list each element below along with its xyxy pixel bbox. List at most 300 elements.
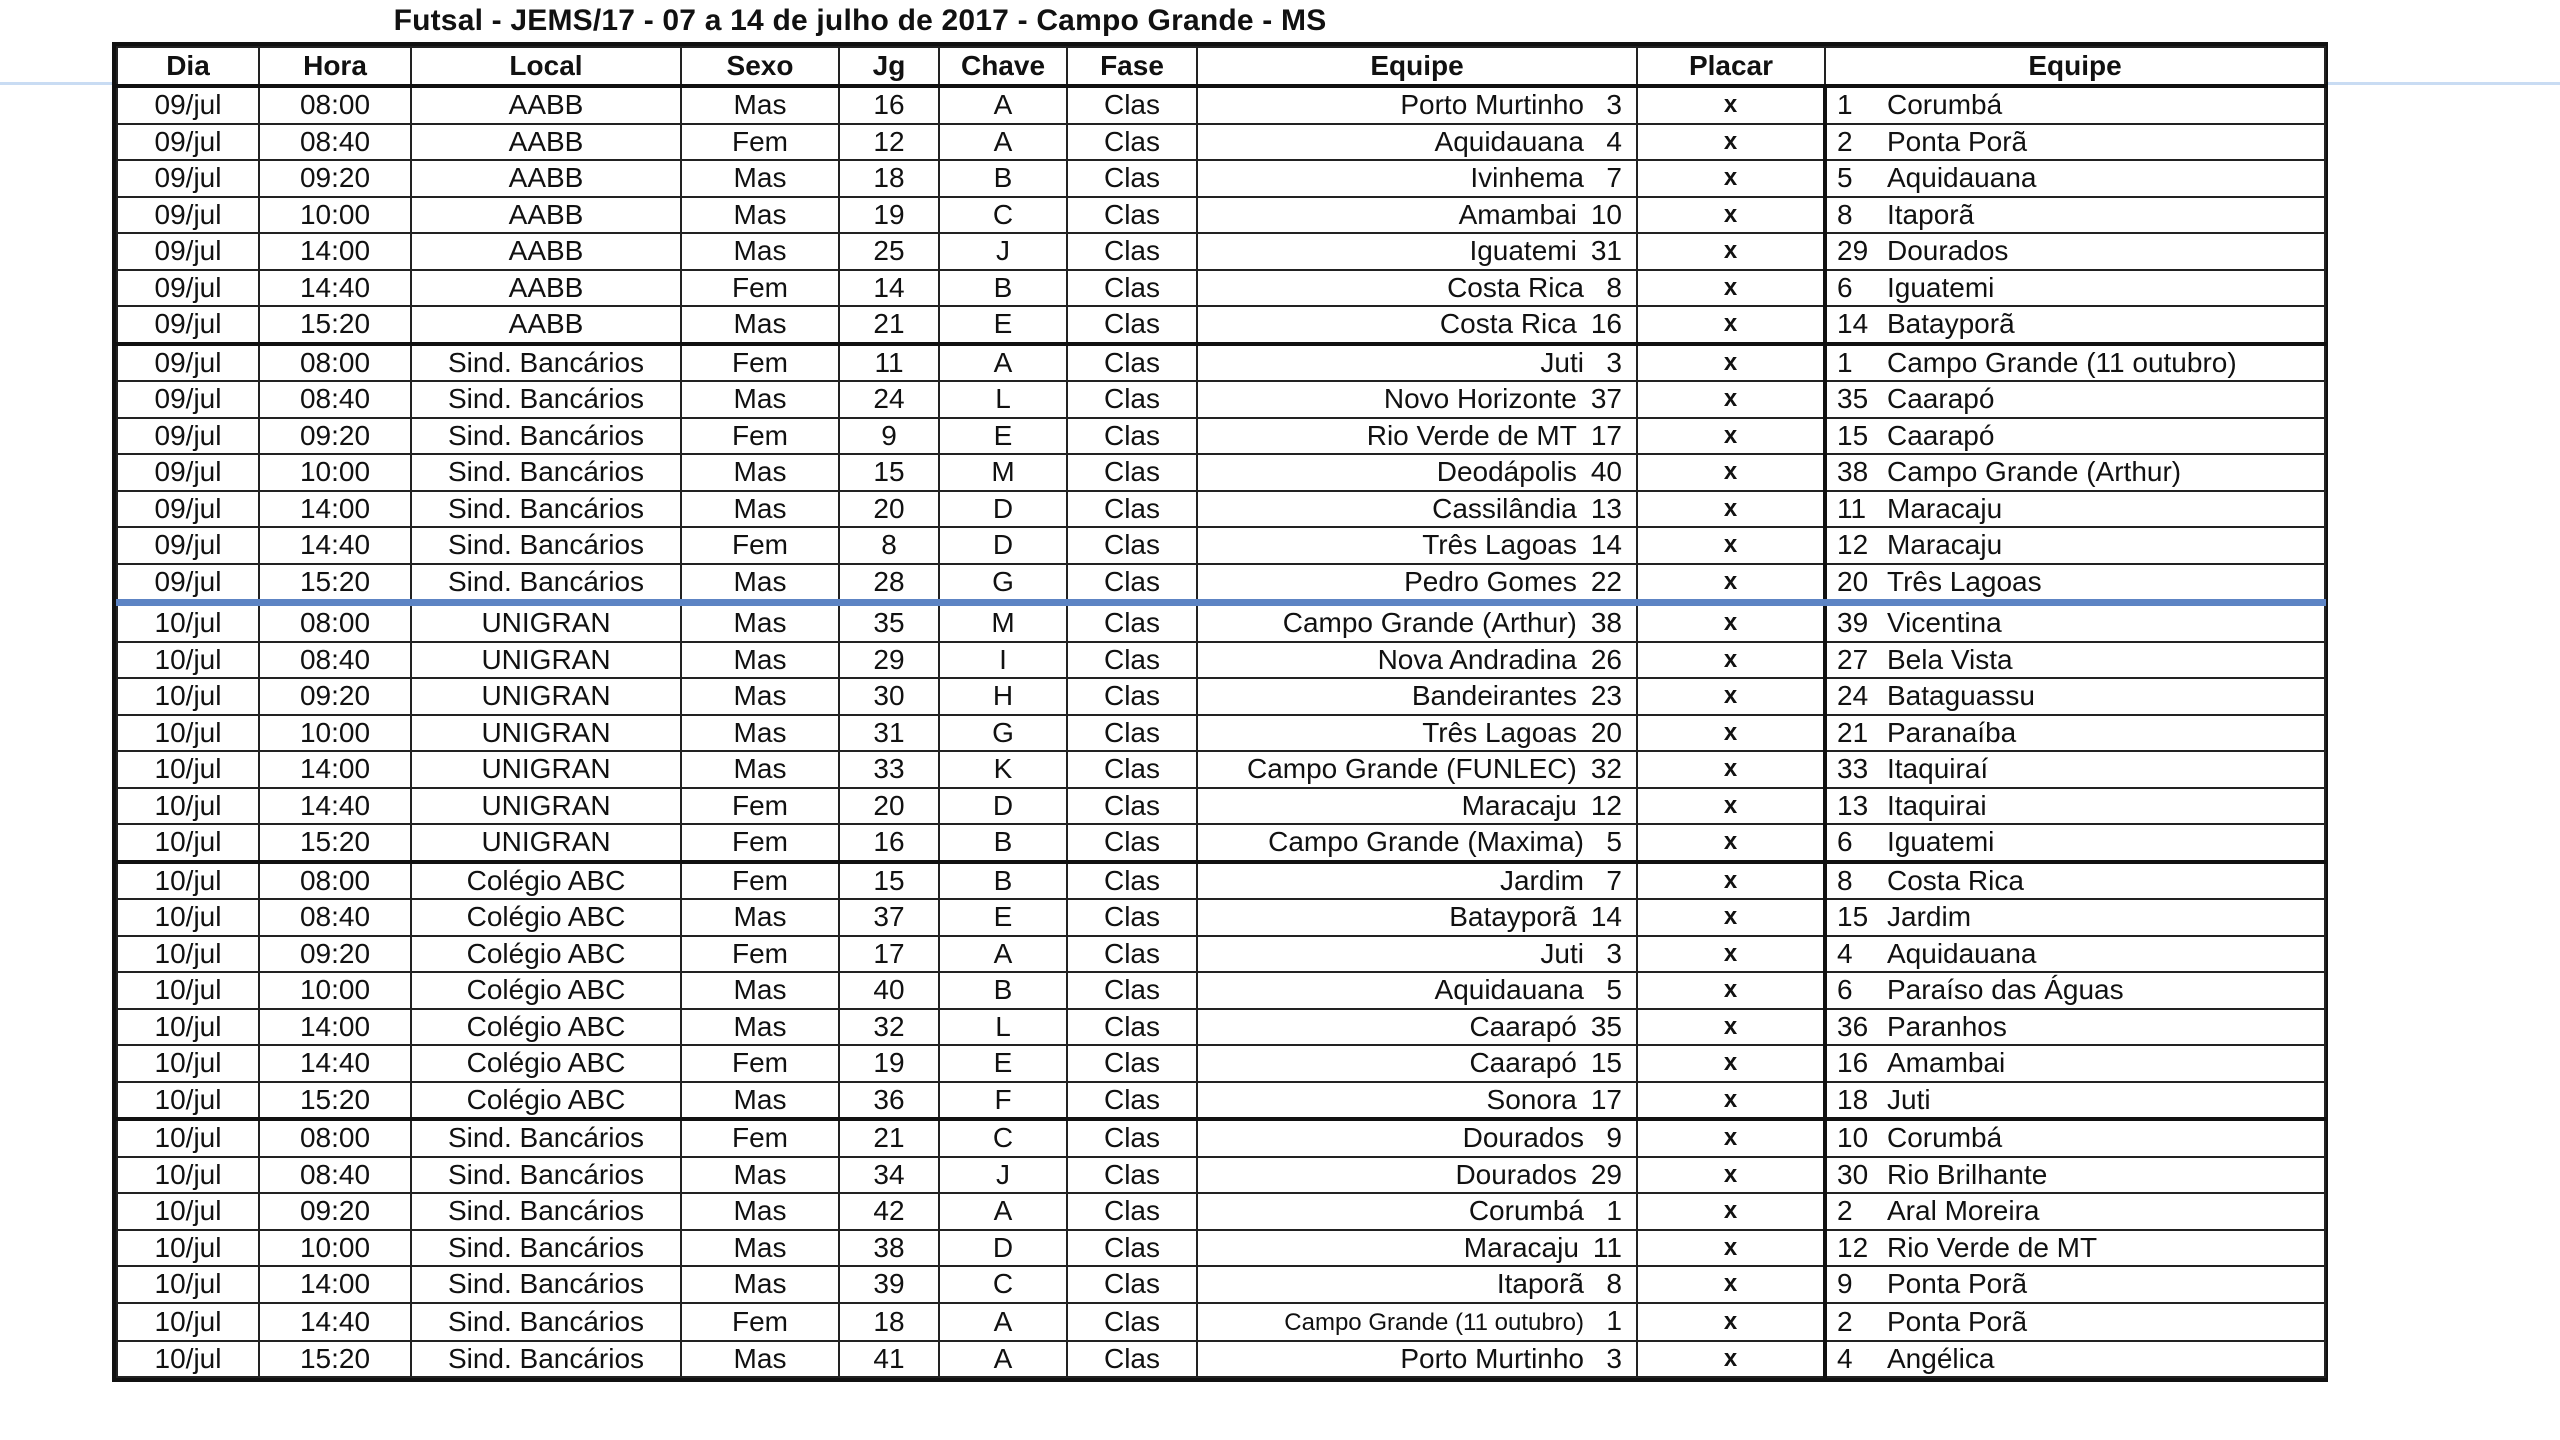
chave-cell: K: [939, 751, 1067, 788]
team-a-name: Novo Horizonte: [1383, 383, 1577, 415]
table-row: [117, 124, 2325, 161]
team-a-number: 20: [1590, 716, 1622, 748]
sexo-cell: Mas: [681, 160, 839, 197]
team-a-cell: [1197, 197, 1637, 234]
hora-cell: 09:20: [259, 1193, 411, 1230]
placar-cell: x: [1637, 306, 1825, 344]
team-a-cell: [1197, 233, 1637, 270]
col-equipe-b: Equipe: [1825, 47, 2325, 86]
table-row: [117, 1303, 2325, 1341]
team-a-cell: [1197, 972, 1637, 1009]
team-a-cell: [1197, 603, 1637, 642]
placar-cell: x: [1637, 527, 1825, 564]
team-a-number: 17: [1590, 1083, 1622, 1115]
team-b-cell: [1825, 1266, 2325, 1303]
dia-cell: 10/jul: [117, 824, 259, 862]
col-fase: Fase: [1067, 47, 1197, 86]
team-b-number: 35: [1837, 383, 1869, 415]
team-a-name: Aquidauana: [1434, 974, 1584, 1006]
chave-cell: A: [939, 936, 1067, 973]
fase-cell: Clas: [1067, 1082, 1197, 1120]
team-b-number: 10: [1837, 1122, 1869, 1154]
team-b-cell: [1825, 603, 2325, 642]
jg-cell: 36: [839, 1082, 939, 1120]
placar-cell: x: [1637, 454, 1825, 491]
dia-cell: 10/jul: [117, 1157, 259, 1194]
fase-cell: Clas: [1067, 86, 1197, 124]
team-a-name: Iguatemi: [1469, 235, 1577, 267]
jg-cell: 30: [839, 678, 939, 715]
team-b-cell: [1825, 270, 2325, 307]
table-row: [117, 306, 2325, 344]
chave-cell: D: [939, 527, 1067, 564]
team-b-name: Bela Vista: [1887, 643, 2013, 675]
team-a-cell: [1197, 454, 1637, 491]
placar-cell: x: [1637, 899, 1825, 936]
table-row: [117, 418, 2325, 455]
dia-cell: 09/jul: [117, 381, 259, 418]
jg-cell: 42: [839, 1193, 939, 1230]
chave-cell: F: [939, 1082, 1067, 1120]
chave-cell: A: [939, 1341, 1067, 1378]
placar-cell: x: [1637, 233, 1825, 270]
team-a-name: Três Lagoas: [1422, 529, 1577, 561]
chave-cell: L: [939, 381, 1067, 418]
team-a-number: 17: [1590, 419, 1622, 451]
sexo-cell: Mas: [681, 381, 839, 418]
jg-cell: 16: [839, 824, 939, 862]
local-cell: Sind. Bancários: [411, 418, 681, 455]
placar-cell: x: [1637, 270, 1825, 307]
team-a-number: 31: [1590, 235, 1622, 267]
team-a-name: Corumbá: [1468, 1195, 1584, 1227]
team-b-name: Amambai: [1887, 1047, 2006, 1079]
team-a-cell: [1197, 862, 1637, 900]
team-b-name: Iguatemi: [1887, 271, 1995, 303]
dia-cell: 09/jul: [117, 418, 259, 455]
table-row: [117, 936, 2325, 973]
hora-cell: 10:00: [259, 454, 411, 491]
table-row: [117, 527, 2325, 564]
fase-cell: Clas: [1067, 1193, 1197, 1230]
dia-cell: 09/jul: [117, 564, 259, 603]
hora-cell: 08:40: [259, 899, 411, 936]
jg-cell: 12: [839, 124, 939, 161]
local-cell: UNIGRAN: [411, 715, 681, 752]
jg-cell: 38: [839, 1230, 939, 1267]
team-a-cell: [1197, 1157, 1637, 1194]
dia-cell: 10/jul: [117, 972, 259, 1009]
team-a-number: 11: [1592, 1231, 1622, 1263]
team-b-cell: [1825, 1230, 2325, 1267]
team-b-name: Costa Rica: [1887, 864, 2024, 896]
fase-cell: Clas: [1067, 1341, 1197, 1378]
local-cell: Sind. Bancários: [411, 1341, 681, 1378]
team-b-name: Aquidauana: [1887, 937, 2037, 969]
team-b-cell: [1825, 344, 2325, 382]
jg-cell: 19: [839, 197, 939, 234]
team-b-name: Caarapó: [1887, 383, 1995, 415]
team-b-name: Bataguassu: [1887, 680, 2035, 712]
fase-cell: Clas: [1067, 454, 1197, 491]
team-a-cell: [1197, 344, 1637, 382]
hora-cell: 09:20: [259, 936, 411, 973]
sexo-cell: Fem: [681, 824, 839, 862]
team-b-cell: [1825, 899, 2325, 936]
team-b-number: 29: [1837, 235, 1869, 267]
dia-cell: 09/jul: [117, 454, 259, 491]
team-a-cell: [1197, 1045, 1637, 1082]
fase-cell: Clas: [1067, 491, 1197, 528]
hora-cell: 10:00: [259, 1230, 411, 1267]
local-cell: Colégio ABC: [411, 1082, 681, 1120]
team-a-name: Juti: [1540, 346, 1584, 378]
team-b-name: Caarapó: [1887, 419, 1995, 451]
local-cell: UNIGRAN: [411, 788, 681, 825]
placar-cell: x: [1637, 715, 1825, 752]
hora-cell: 10:00: [259, 197, 411, 234]
sexo-cell: Fem: [681, 1045, 839, 1082]
team-a-name: Bandeirantes: [1411, 680, 1577, 712]
chave-cell: B: [939, 862, 1067, 900]
team-a-cell: [1197, 1341, 1637, 1378]
jg-cell: 25: [839, 233, 939, 270]
team-a-cell: [1197, 491, 1637, 528]
team-b-number: 20: [1837, 565, 1869, 597]
team-b-name: Paranaíba: [1887, 716, 2017, 748]
fase-cell: Clas: [1067, 1119, 1197, 1157]
hora-cell: 15:20: [259, 564, 411, 603]
team-b-number: 4: [1837, 1342, 1853, 1374]
dia-cell: 10/jul: [117, 715, 259, 752]
fase-cell: Clas: [1067, 1045, 1197, 1082]
hora-cell: 08:00: [259, 862, 411, 900]
local-cell: Sind. Bancários: [411, 1157, 681, 1194]
team-a-cell: [1197, 124, 1637, 161]
team-b-number: 16: [1837, 1047, 1869, 1079]
fase-cell: Clas: [1067, 564, 1197, 603]
team-b-cell: [1825, 1341, 2325, 1378]
team-b-cell: [1825, 1193, 2325, 1230]
hora-cell: 14:40: [259, 1045, 411, 1082]
fase-cell: Clas: [1067, 862, 1197, 900]
hora-cell: 08:00: [259, 86, 411, 124]
col-local: Local: [411, 47, 681, 86]
hora-cell: 14:40: [259, 270, 411, 307]
team-a-cell: [1197, 1119, 1637, 1157]
sexo-cell: Fem: [681, 936, 839, 973]
team-b-number: 24: [1837, 680, 1869, 712]
team-b-cell: [1825, 1045, 2325, 1082]
team-b-number: 1: [1837, 89, 1853, 121]
dia-cell: 09/jul: [117, 491, 259, 528]
team-a-cell: [1197, 824, 1637, 862]
team-a-name: Nova Andradina: [1377, 643, 1577, 675]
team-b-number: 39: [1837, 607, 1869, 639]
team-b-name: Dourados: [1887, 235, 2009, 267]
chave-cell: G: [939, 715, 1067, 752]
table-row: [117, 564, 2325, 603]
team-a-number: 8: [1606, 1268, 1622, 1300]
table-row: [117, 788, 2325, 825]
fase-cell: Clas: [1067, 270, 1197, 307]
hora-cell: 08:40: [259, 381, 411, 418]
local-cell: Colégio ABC: [411, 1009, 681, 1046]
team-a-number: 26: [1590, 643, 1622, 675]
team-b-cell: [1825, 972, 2325, 1009]
team-a-number: 8: [1606, 271, 1622, 303]
team-b-cell: [1825, 381, 2325, 418]
dia-cell: 09/jul: [117, 197, 259, 234]
team-a-cell: [1197, 678, 1637, 715]
table-row: [117, 1009, 2325, 1046]
sexo-cell: Mas: [681, 1082, 839, 1120]
team-a-name: Porto Murtinho: [1400, 89, 1584, 121]
team-b-name: Itaquirai: [1887, 789, 1987, 821]
table-row: [117, 197, 2325, 234]
local-cell: Sind. Bancários: [411, 1193, 681, 1230]
fase-cell: Clas: [1067, 197, 1197, 234]
placar-cell: x: [1637, 824, 1825, 862]
team-b-name: Itaporã: [1887, 198, 1975, 230]
sexo-cell: Fem: [681, 344, 839, 382]
team-a-cell: [1197, 306, 1637, 344]
sexo-cell: Mas: [681, 1266, 839, 1303]
fase-cell: Clas: [1067, 233, 1197, 270]
team-a-number: 9: [1606, 1122, 1622, 1154]
team-b-name: Maracaju: [1887, 529, 2003, 561]
team-b-cell: [1825, 824, 2325, 862]
local-cell: UNIGRAN: [411, 824, 681, 862]
hora-cell: 09:20: [259, 678, 411, 715]
fase-cell: Clas: [1067, 344, 1197, 382]
chave-cell: A: [939, 1193, 1067, 1230]
team-a-name: Cassilândia: [1432, 492, 1577, 524]
team-b-name: Iguatemi: [1887, 826, 1995, 858]
hora-cell: 15:20: [259, 306, 411, 344]
dia-cell: 09/jul: [117, 160, 259, 197]
table-row: [117, 233, 2325, 270]
chave-cell: A: [939, 86, 1067, 124]
chave-cell: G: [939, 564, 1067, 603]
team-b-cell: [1825, 1119, 2325, 1157]
placar-cell: x: [1637, 491, 1825, 528]
placar-cell: x: [1637, 603, 1825, 642]
dia-cell: 09/jul: [117, 86, 259, 124]
team-b-cell: [1825, 1082, 2325, 1120]
table-row: [117, 381, 2325, 418]
chave-cell: C: [939, 1119, 1067, 1157]
table-row: [117, 751, 2325, 788]
team-a-number: 1: [1606, 1304, 1622, 1336]
table-row: [117, 824, 2325, 862]
table-row: [117, 344, 2325, 382]
dia-cell: 10/jul: [117, 603, 259, 642]
team-a-number: 5: [1606, 974, 1622, 1006]
sexo-cell: Mas: [681, 1230, 839, 1267]
placar-cell: x: [1637, 1045, 1825, 1082]
team-a-cell: [1197, 564, 1637, 603]
jg-cell: 8: [839, 527, 939, 564]
local-cell: AABB: [411, 306, 681, 344]
team-a-number: 3: [1606, 1342, 1622, 1374]
team-a-cell: [1197, 788, 1637, 825]
table-row: [117, 1266, 2325, 1303]
local-cell: Sind. Bancários: [411, 1230, 681, 1267]
jg-cell: 21: [839, 306, 939, 344]
team-a-cell: [1197, 527, 1637, 564]
table-row: [117, 603, 2325, 642]
team-b-name: Vicentina: [1887, 607, 2002, 639]
local-cell: AABB: [411, 124, 681, 161]
jg-cell: 20: [839, 491, 939, 528]
local-cell: Sind. Bancários: [411, 1303, 681, 1341]
fase-cell: Clas: [1067, 642, 1197, 679]
team-a-cell: [1197, 418, 1637, 455]
team-b-cell: [1825, 564, 2325, 603]
team-a-cell: [1197, 936, 1637, 973]
table-row: [117, 1341, 2325, 1378]
chave-cell: E: [939, 306, 1067, 344]
hora-cell: 14:40: [259, 527, 411, 564]
team-a-number: 38: [1590, 607, 1622, 639]
team-b-number: 11: [1837, 492, 1867, 524]
placar-cell: x: [1637, 1157, 1825, 1194]
chave-cell: A: [939, 344, 1067, 382]
dia-cell: 09/jul: [117, 527, 259, 564]
team-b-name: Jardim: [1887, 901, 1972, 933]
team-a-number: 16: [1590, 308, 1622, 340]
fase-cell: Clas: [1067, 306, 1197, 344]
team-b-name: Maracaju: [1887, 492, 2003, 524]
dia-cell: 09/jul: [117, 306, 259, 344]
chave-cell: D: [939, 491, 1067, 528]
fase-cell: Clas: [1067, 678, 1197, 715]
sexo-cell: Mas: [681, 751, 839, 788]
team-b-name: Ponta Porã: [1887, 1268, 2028, 1300]
team-a-number: 22: [1590, 565, 1622, 597]
table-row: [117, 972, 2325, 1009]
team-a-name: Maracaju: [1463, 1231, 1579, 1263]
jg-cell: 28: [839, 564, 939, 603]
fase-cell: Clas: [1067, 936, 1197, 973]
team-b-cell: [1825, 197, 2325, 234]
team-a-cell: [1197, 751, 1637, 788]
hora-cell: 15:20: [259, 824, 411, 862]
sexo-cell: Fem: [681, 270, 839, 307]
dia-cell: 10/jul: [117, 1119, 259, 1157]
local-cell: AABB: [411, 233, 681, 270]
fase-cell: Clas: [1067, 972, 1197, 1009]
jg-cell: 29: [839, 642, 939, 679]
team-a-name: Pedro Gomes: [1404, 565, 1577, 597]
placar-cell: x: [1637, 972, 1825, 1009]
team-a-cell: [1197, 642, 1637, 679]
team-b-name: Rio Brilhante: [1887, 1158, 2048, 1190]
chave-cell: C: [939, 1266, 1067, 1303]
table-row: [117, 862, 2325, 900]
team-a-number: 4: [1606, 125, 1622, 157]
local-cell: Sind. Bancários: [411, 527, 681, 564]
placar-cell: x: [1637, 124, 1825, 161]
jg-cell: 16: [839, 86, 939, 124]
team-a-name: Rio Verde de MT: [1366, 419, 1577, 451]
team-b-name: Campo Grande (Arthur): [1887, 456, 2182, 488]
fase-cell: Clas: [1067, 788, 1197, 825]
team-b-cell: [1825, 86, 2325, 124]
col-equipe-a: Equipe: [1197, 47, 1637, 86]
team-b-cell: [1825, 306, 2325, 344]
team-b-name: Itaquiraí: [1887, 753, 1989, 785]
team-b-cell: [1825, 233, 2325, 270]
sexo-cell: Fem: [681, 788, 839, 825]
fase-cell: Clas: [1067, 381, 1197, 418]
team-b-name: Angélica: [1887, 1342, 1995, 1374]
chave-cell: E: [939, 1045, 1067, 1082]
team-b-number: 15: [1837, 419, 1869, 451]
local-cell: AABB: [411, 86, 681, 124]
hora-cell: 09:20: [259, 418, 411, 455]
team-b-number: 1: [1837, 346, 1853, 378]
chave-cell: D: [939, 788, 1067, 825]
team-a-cell: [1197, 86, 1637, 124]
col-placar: Placar: [1637, 47, 1825, 86]
team-a-number: 23: [1590, 680, 1622, 712]
sexo-cell: Fem: [681, 862, 839, 900]
team-a-number: 1: [1606, 1195, 1622, 1227]
sexo-cell: Fem: [681, 527, 839, 564]
placar-cell: x: [1637, 344, 1825, 382]
team-b-name: Paranhos: [1887, 1010, 2007, 1042]
hora-cell: 14:40: [259, 788, 411, 825]
local-cell: Sind. Bancários: [411, 344, 681, 382]
sexo-cell: Mas: [681, 1193, 839, 1230]
team-b-cell: [1825, 491, 2325, 528]
table-row: [117, 1157, 2325, 1194]
team-a-name: Maracaju: [1461, 789, 1577, 821]
sexo-cell: Mas: [681, 564, 839, 603]
team-b-name: Corumbá: [1887, 1122, 2003, 1154]
team-a-name: Sonora: [1486, 1083, 1577, 1115]
team-a-number: 40: [1590, 456, 1622, 488]
placar-cell: x: [1637, 862, 1825, 900]
table-row: [117, 1045, 2325, 1082]
sexo-cell: Mas: [681, 197, 839, 234]
table-row: [117, 1230, 2325, 1267]
dia-cell: 09/jul: [117, 344, 259, 382]
team-a-number: 29: [1590, 1158, 1622, 1190]
team-b-number: 30: [1837, 1158, 1869, 1190]
local-cell: UNIGRAN: [411, 678, 681, 715]
placar-cell: x: [1637, 1082, 1825, 1120]
team-a-number: 3: [1606, 937, 1622, 969]
team-a-number: 7: [1606, 162, 1622, 194]
team-a-name: Jardim: [1499, 864, 1584, 896]
team-b-number: 4: [1837, 937, 1853, 969]
local-cell: AABB: [411, 160, 681, 197]
jg-cell: 41: [839, 1341, 939, 1378]
col-sexo: Sexo: [681, 47, 839, 86]
team-a-cell: [1197, 1009, 1637, 1046]
placar-cell: x: [1637, 197, 1825, 234]
team-b-name: Aquidauana: [1887, 162, 2037, 194]
dia-cell: 09/jul: [117, 124, 259, 161]
dia-cell: 10/jul: [117, 1341, 259, 1378]
sexo-cell: Fem: [681, 124, 839, 161]
local-cell: UNIGRAN: [411, 751, 681, 788]
placar-cell: x: [1637, 1193, 1825, 1230]
table-row: [117, 1193, 2325, 1230]
